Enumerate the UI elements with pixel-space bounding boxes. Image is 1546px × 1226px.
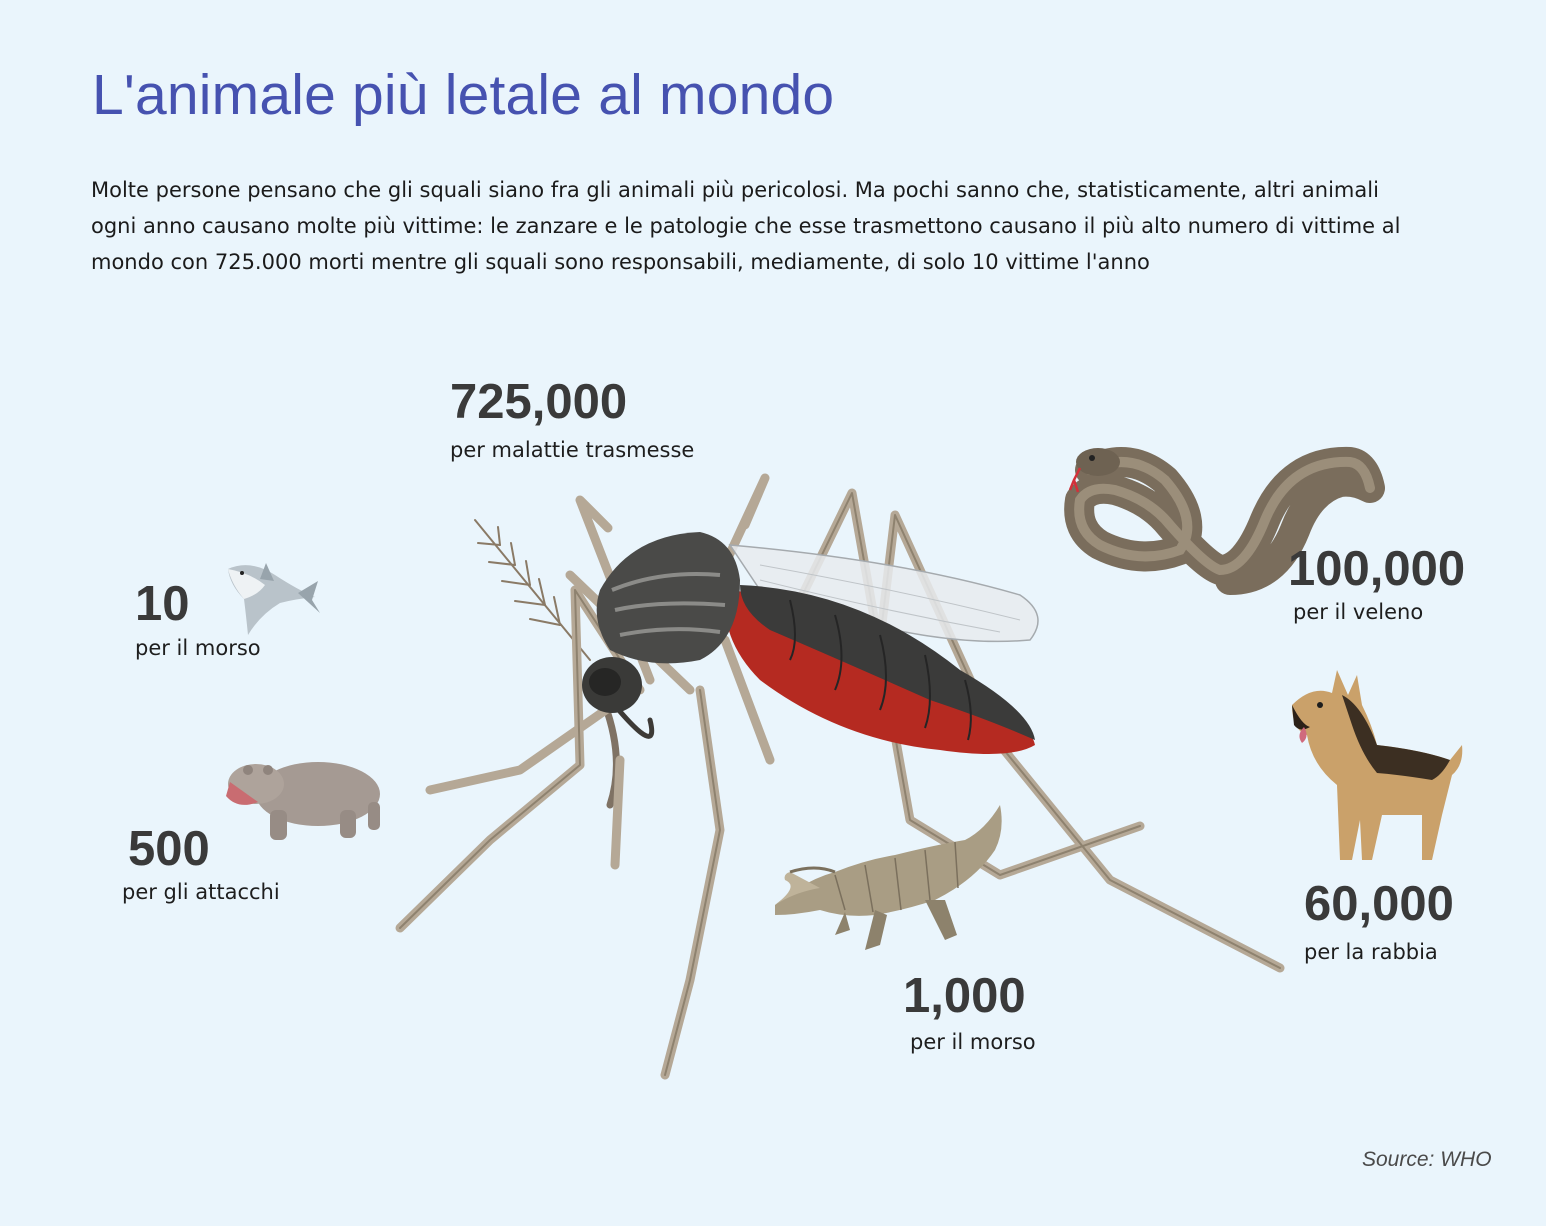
- crocodile-icon: [765, 800, 1010, 965]
- dog-caption: per la rabbia: [1304, 940, 1438, 964]
- page-title: L'animale più letale al mondo: [92, 63, 835, 127]
- crocodile-count: 1,000: [903, 969, 1026, 1023]
- hippo-icon: [218, 752, 383, 844]
- snake-caption: per il veleno: [1293, 600, 1424, 624]
- crocodile-caption: per il morso: [910, 1030, 1036, 1054]
- dog-icon: [1282, 665, 1467, 865]
- shark-count: 10: [135, 577, 190, 631]
- hippo-caption: per gli attacchi: [122, 880, 280, 904]
- intro-paragraph: Molte persone pensano che gli squali siano fra gli animali più pericolosi. Ma pochi sanno che, statisticamente, altri animali ogni anno causano molte più vittime: le zanzare e le patologie che esse trasmettono causano il più alto numero di vittime al mondo con 725.000 morti mentre gli squali sono responsabili, mediamente, di solo 10 vittime l'anno: [91, 178, 1401, 274]
- mosquito-count: 725,000: [450, 375, 628, 429]
- source-note: Source: WHO: [1362, 1148, 1492, 1171]
- snake-count: 100,000: [1288, 542, 1466, 596]
- dog-count: 60,000: [1304, 877, 1454, 931]
- shark-caption: per il morso: [135, 636, 261, 660]
- hippo-count: 500: [128, 822, 210, 876]
- mosquito-caption: per malattie trasmesse: [450, 438, 695, 462]
- shark-icon: [220, 555, 330, 645]
